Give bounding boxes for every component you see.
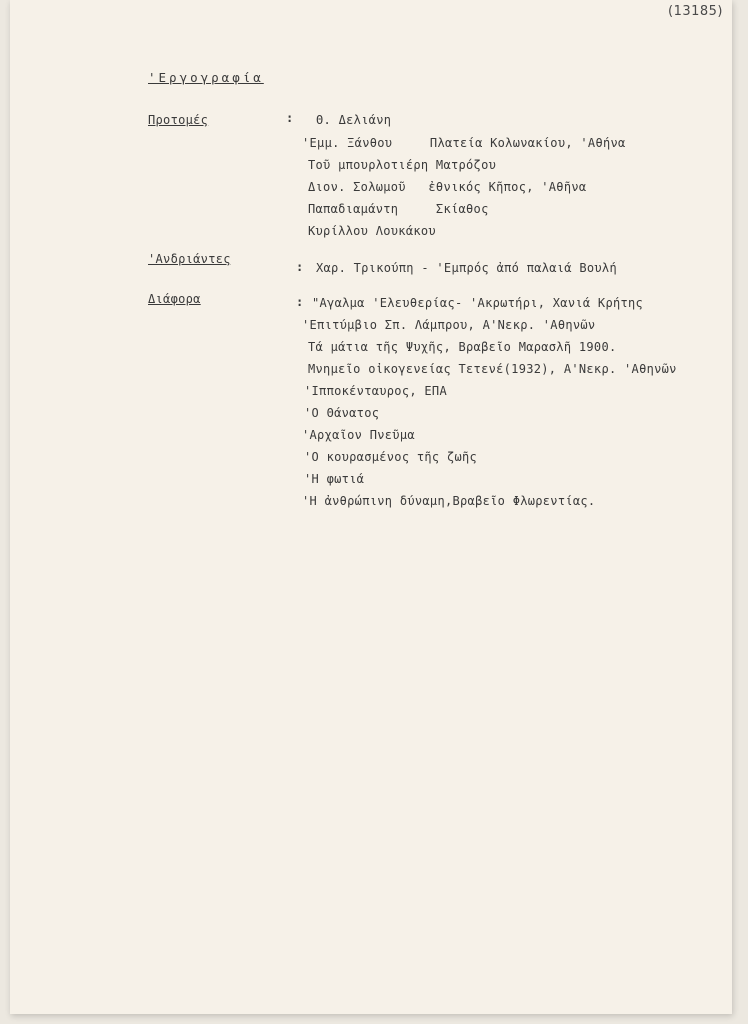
- list-item-various-4: Μνημεῖο οἰκογενείας Τετενέ(1932), Α'Νεκρ. 'Αθηνῶν: [308, 362, 677, 376]
- list-item-various-6: 'Ο Θάνατος: [304, 406, 380, 420]
- archive-number: (13185): [668, 4, 723, 19]
- list-item-various-1: "Αγαλμα 'Ελευθερίας- 'Ακρωτήρι, Χανιά Κρήτης: [312, 296, 644, 310]
- list-item-various-9: 'Η φωτιά: [304, 472, 365, 486]
- list-item-various-8: 'Ο κουρασμένος τῆς ζωῆς: [304, 450, 478, 464]
- list-item-various-5: 'Ιπποκένταυρος, ΕΠΑ: [304, 384, 447, 398]
- list-item-bust-3: Τοῦ μπουρλοτιέρη Ματρόζου: [308, 158, 497, 172]
- list-item-bust-2: 'Εμμ. Ξάνθου Πλατεία Κολωνακίου, 'Αθήνα: [302, 136, 626, 150]
- document-title: 'Εργογραφία: [148, 70, 264, 85]
- heading-statues: 'Ανδριάντες: [148, 252, 231, 266]
- list-item-various-10: 'Η ἀνθρώπινη δύναμη,Βραβεῖο Φλωρεντίας.: [302, 494, 596, 508]
- list-item-various-7: 'Αρχαῖον Πνεῦμα: [302, 428, 415, 442]
- list-item-various-2: 'Επιτύμβιο Σπ. Λάμπρου, Α'Νεκρ. 'Αθηνῶν: [302, 318, 596, 332]
- heading-various: Διάφορα: [148, 292, 201, 306]
- colon-busts: :: [286, 111, 294, 125]
- list-item-various-3: Τά μάτια τῆς Ψυχῆς, Βραβεῖο Μαρασλῆ 1900.: [308, 340, 617, 354]
- colon-statues: :: [296, 260, 304, 274]
- heading-busts: Προτομές: [148, 113, 209, 127]
- list-item-bust-5: Παπαδιαμάντη Σκίαθος: [308, 202, 489, 216]
- list-item-bust-6: Κυρίλλου Λουκάκου: [308, 224, 436, 238]
- list-item-bust-1: Θ. Δελιάνη: [316, 113, 392, 127]
- list-item-bust-4: Διον. Σολωμοῦ ἐθνικός Κῆπος, 'Αθῆνα: [308, 180, 587, 194]
- list-item-statue-1: Χαρ. Τρικούπη - 'Εμπρός ἀπό παλαιά Βουλή: [316, 261, 617, 275]
- colon-various: :: [296, 295, 304, 309]
